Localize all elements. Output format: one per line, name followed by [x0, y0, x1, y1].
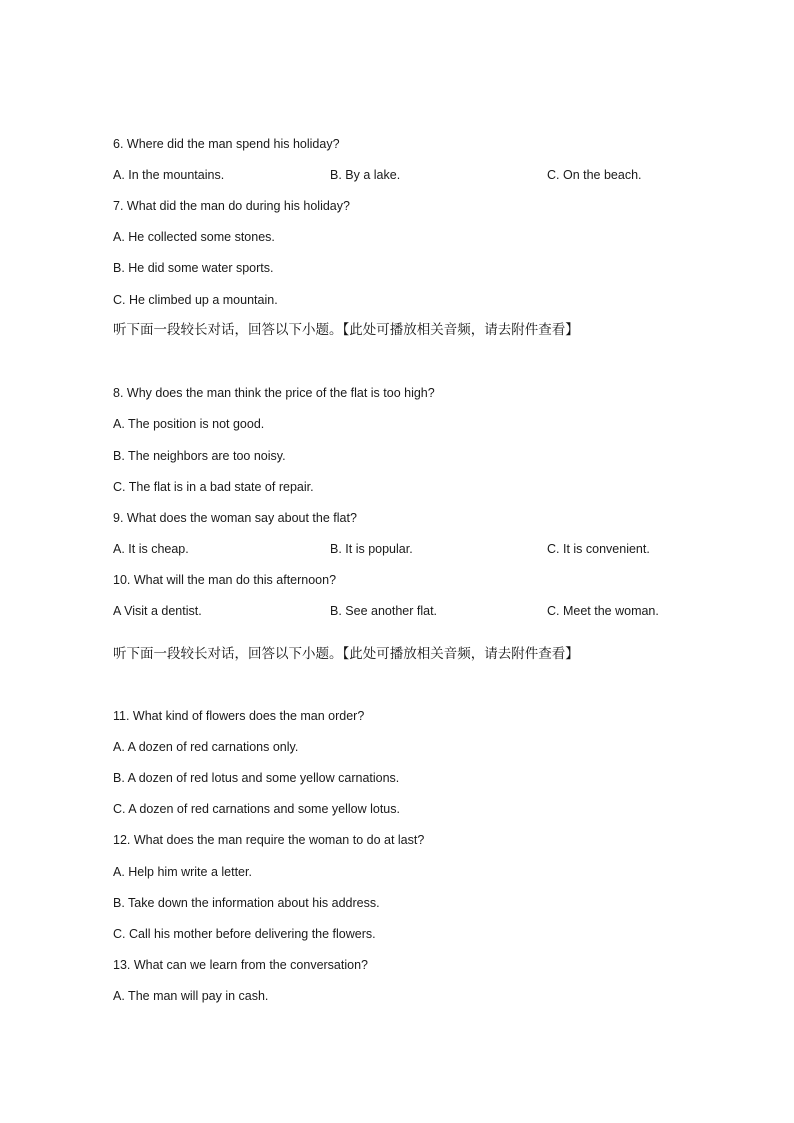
option-c: C. A dozen of red carnations and some yellow lotus.: [113, 802, 400, 816]
question-12: 12. What does the man require the woman to do at last?: [113, 833, 425, 847]
option-a: A. He collected some stones.: [113, 230, 275, 244]
option-b: B. Take down the information about his address.: [113, 896, 380, 910]
option-a: A. It is cheap.: [113, 542, 189, 556]
question-13: 13. What can we learn from the conversation?: [113, 958, 368, 972]
option-a: A. The position is not good.: [113, 417, 265, 431]
option-a: A. In the mountains.: [113, 168, 225, 182]
question-6-options: [113, 167, 713, 183]
option-b: B. By a lake.: [330, 168, 401, 182]
option-c: C. Meet the woman.: [547, 604, 659, 618]
option-a: A. A dozen of red carnations only.: [113, 740, 299, 754]
question-7: 7. What did the man do during his holiday?: [113, 199, 350, 213]
listening-instruction: 听下面一段较长对话，回答以下小题。【此处可播放相关音频，请去附件查看】: [113, 646, 579, 661]
option-b: B. See another flat.: [330, 604, 438, 618]
option-c: C. On the beach.: [547, 168, 642, 182]
option-b: B. A dozen of red lotus and some yellow carnations.: [113, 771, 400, 785]
question-10-options: [113, 603, 713, 619]
option-c: C. Call his mother before delivering the flowers.: [113, 927, 376, 941]
question-8: 8. Why does the man think the price of the flat is too high?: [113, 386, 435, 400]
question-11: 11. What kind of flowers does the man order?: [113, 709, 365, 723]
option-a: A. Help him write a letter.: [113, 865, 252, 879]
option-c: C. He climbed up a mountain.: [113, 293, 278, 307]
option-b: B. He did some water sports.: [113, 261, 274, 275]
question-9: 9. What does the woman say about the flat?: [113, 511, 357, 525]
question-6: 6. Where did the man spend his holiday?: [113, 137, 340, 151]
listening-instruction: 听下面一段较长对话，回答以下小题。【此处可播放相关音频，请去附件查看】: [113, 322, 579, 337]
question-9-options: [113, 541, 713, 557]
option-b: B. The neighbors are too noisy.: [113, 449, 286, 463]
option-a: A. The man will pay in cash.: [113, 989, 269, 1003]
option-a: A Visit a dentist.: [113, 604, 202, 618]
question-10: 10. What will the man do this afternoon?: [113, 573, 337, 587]
option-c: C. It is convenient.: [547, 542, 650, 556]
option-b: B. It is popular.: [330, 542, 413, 556]
option-c: C. The flat is in a bad state of repair.: [113, 480, 314, 494]
